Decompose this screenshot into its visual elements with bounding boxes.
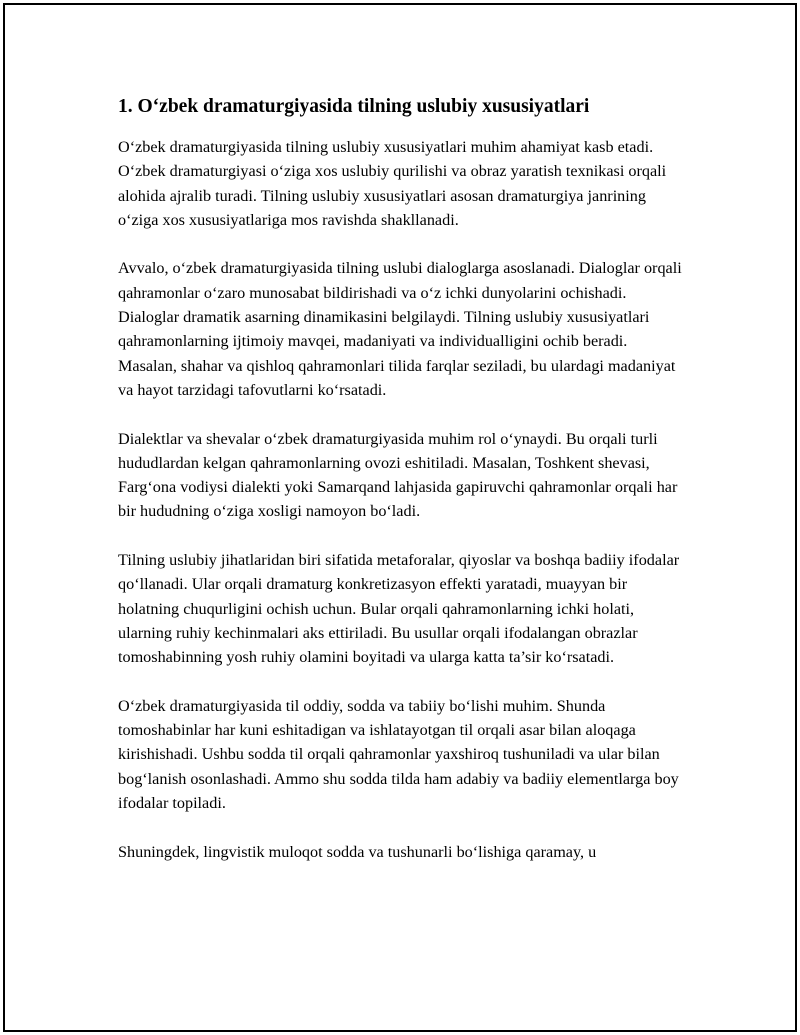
paragraph-2: Avvalo, o‘zbek dramaturgiyasida tilning uslubi dialoglarga asoslanadi. Dialoglar orqali qahramonlar o‘zaro munosabat bildirishadi va o‘z ichki dunyolarini ochishadi. Dialoglar dramatik asarning dinamikasini belgilaydi. Tilning uslubiy xususiyatlari qahramonlarning ijtimoiy mavqei, madaniyati va individualligini ochib beradi. Masalan, shahar va qishloq qahramonlari tilida farqlar seziladi, bu ulardagi madaniyat va hayot tarzidagi tafovutlarni ko‘rsatadi. [118,259,682,399]
document-body [118,92,690,888]
paragraph-1: O‘zbek dramaturgiyasida tilning uslubiy xususiyatlari muhim ahamiyat kasb etadi. O‘zbek dramaturgiyasi o‘ziga xos uslubiy qurilishi va obraz yaratish texnikasi orqali alohida ajralib turadi. Tilning uslubiy xususiyatlari asosan dramaturgiya janrining o‘ziga xos xususiyatlariga mos ravishda shakllanadi. [118,138,667,229]
section-heading: 1. O‘zbek dramaturgiyasida tilning uslubiy xususiyatlari [118,96,590,117]
paragraph-5: O‘zbek dramaturgiyasida til oddiy, sodda va tabiiy bo‘lishi muhim. Shunda tomoshabinlar har kuni eshitadigan va ishlatayotgan til orqali asar bilan aloqaga kirishishadi. Ushbu sodda til orqali qahramonlar yaxshiroq tushuniladi va ular bilan bog‘lanish osonlashadi. Ammo shu sodda tilda ham adabiy va badiiy elementlarga boy ifodalar topiladi. [118,696,679,813]
paragraph-6: Shuningdek, lingvistik muloqot sodda va tushunarli bo‘lishiga qaramay, u [118,842,597,861]
paragraph-4: Tilning uslubiy jihatlaridan biri sifatida metaforalar, qiyoslar va boshqa badiiy ifodalar qo‘llanadi. Ular orqali dramaturg konkretizasyon effekti yaratadi, muayyan bir holatning chuqurligini ochish uchun. Bular orqali qahramonlarning ichki holati, ularning ruhiy kechinmalari aks ettiriladi. Bu usullar orqali ifodalangan obrazlar tomoshabinning yosh ruhiy olamini boyitadi va ularga katta ta’sir ko‘rsatadi. [118,551,680,667]
paragraph-3: Dialektlar va shevalar o‘zbek dramaturgiyasida muhim rol o‘ynaydi. Bu orqali turli hududlardan kelgan qahramonlarning ovozi eshitiladi. Masalan, Toshkent shevasi, Farg‘ona vodiysi dialekti yoki Samarqand lahjasida gapiruvchi qahramonlar orqali har bir hududning o‘ziga xosligi namoyon bo‘ladi. [118,429,678,521]
